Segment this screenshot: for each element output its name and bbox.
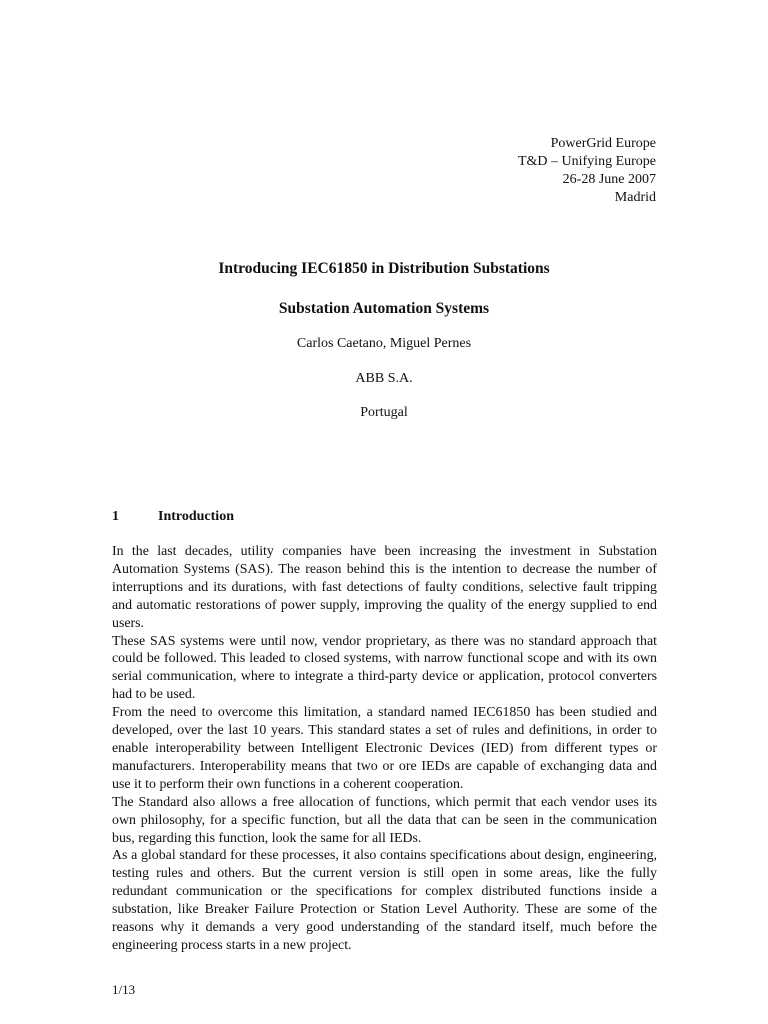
paper-authors: Carlos Caetano, Miguel Pernes	[296, 336, 472, 351]
section-body	[112, 543, 657, 955]
author-organization: ABB S.A.	[355, 371, 413, 386]
page-number: 1/13	[112, 982, 136, 997]
conference-location: Madrid	[614, 190, 656, 205]
paragraph: These SAS systems were until now, vendor proprietary, as there was no standard approach that could be followed. This leaded to closed systems, with narrow functional scope and with its own serial communication, where to integrate a third-party device or application, protocol converters had to be used.	[112, 633, 657, 703]
paragraph: In the last decades, utility companies have been increasing the investment in Substation Automation Systems (SAS). The reason behind this is the intention to decrease the number of interruptions and its durations, with fast detections of faulty conditions, selective fault tripping and automatic restorations of power supply, improving the quality of the energy supplied to end users.	[112, 544, 657, 631]
paper-title: Introducing IEC61850 in Distribution Substations	[218, 260, 550, 277]
conference-name: PowerGrid Europe	[550, 136, 656, 151]
conference-dates: 26-28 June 2007	[562, 172, 656, 187]
author-country: Portugal	[360, 405, 408, 420]
conference-theme: T&D – Unifying Europe	[517, 154, 656, 169]
conference-header	[518, 135, 656, 207]
section-number: 1	[112, 509, 119, 524]
paragraph: From the need to overcome this limitation, a standard named IEC61850 has been studied and developed, over the last 10 years. This standard states a set of rules and definitions, in order to enable interoperability between Intelligent Electronic Devices (IED) from different types or manufacturers. Interoperability means that two or ore IEDs are capable of exchanging data and use it to perform their own functions in a coherent cooperation.	[112, 705, 657, 792]
paragraph: The Standard also allows a free allocation of functions, which permit that each vendor uses its own philosophy, for a specific function, but all the data that can be seen in the communication bus, regarding this function, look the same for all IEDs.	[112, 794, 657, 846]
paragraph: As a global standard for these processes, it also contains specifications about design, engineering, testing rules and others. But the current version is still open in some areas, like the fully redundant communication or the specifications for complex distributed functions inside a substation, like Breaker Failure Protection or Station Level Authority. These are some of the reasons why it demands a very good understanding of the standard itself, much before the engineering process starts in a new project.	[112, 848, 657, 953]
section-title: Introduction	[158, 509, 234, 524]
paper-subtitle: Substation Automation Systems	[278, 300, 490, 317]
section-heading	[112, 509, 234, 525]
